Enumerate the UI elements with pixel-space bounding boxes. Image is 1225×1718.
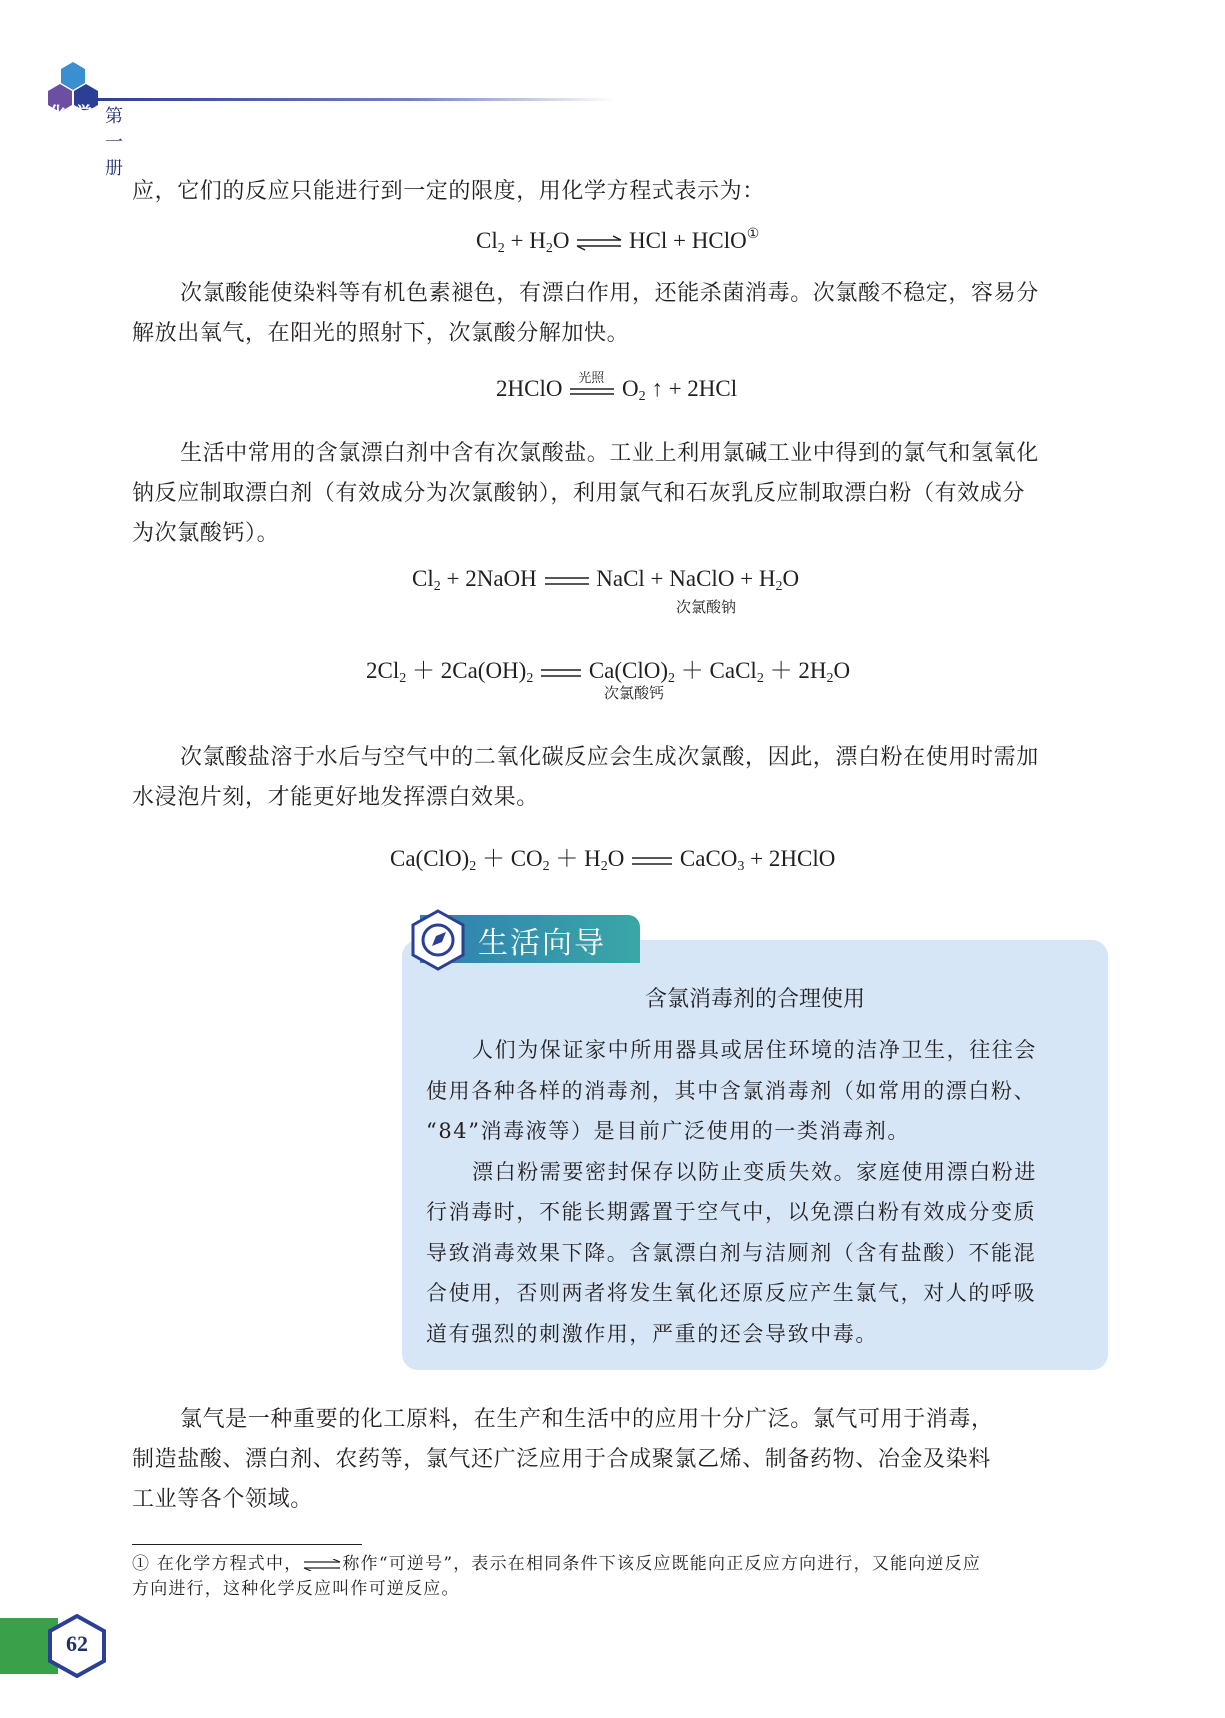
paragraph-text: 解放出氧气，在阳光的照射下，次氯酸分解加快。 bbox=[132, 321, 630, 346]
equation-reversible: $Cl_2 + H_2O$ HCl + HClO① bbox=[476, 227, 760, 256]
equation-left: 2HClO bbox=[496, 376, 563, 401]
paragraph-text: 次氯酸盐溶于水后与空气中的二氧化碳反应会生成次氯酸，因此，漂白粉在使用时需加 bbox=[180, 745, 1039, 770]
box-heading: 含氯消毒剂的合理使用 bbox=[644, 987, 865, 1012]
equals-arrow-icon bbox=[543, 574, 591, 588]
badge-char-1: 化 bbox=[49, 104, 66, 124]
box-line: “84”消毒液等）是目前广泛使用的一类消毒剂。 bbox=[426, 1119, 910, 1143]
paragraph-text: 生活中常用的含氯漂白剂中含有次氯酸盐。工业上利用氯碱工业中得到的氯气和氢氧化 bbox=[180, 441, 1039, 466]
badge-char-2: 学 bbox=[75, 104, 92, 124]
footnote-text: 称作“可逆号”，表示在相同条件下该反应既能向正反应方向进行，又能向逆反应 bbox=[342, 1554, 982, 1574]
footnote bbox=[132, 1552, 1112, 1602]
equation-caclo2: $2Cl_2 + 2Ca(OH)_2$ $Ca(ClO)_2$ ＋ CaCl$_2$ ＋ $2H_2O$ bbox=[366, 658, 851, 686]
footnote-mark: ① bbox=[132, 1554, 151, 1574]
box-line: 行消毒时，不能长期露置于空气中，以免漂白粉有效成分变质 bbox=[426, 1200, 1037, 1224]
footnote-ref: ① bbox=[746, 227, 760, 242]
box-line: 导致消毒效果下降。含氯漂白剂与洁厕剂（含有盐酸）不能混 bbox=[426, 1240, 1037, 1265]
equals-arrow-icon bbox=[568, 381, 616, 401]
equation-naclo: $Cl_2$ + 2NaOH NaCl + NaClO + $H_2O$ bbox=[412, 566, 800, 594]
equals-arrow-icon bbox=[630, 854, 674, 868]
reversible-arrow-icon bbox=[302, 1559, 342, 1571]
footnote-text: 在化学方程式中， bbox=[156, 1554, 303, 1574]
book-title: 第一册 bbox=[105, 106, 123, 179]
paragraph-text: 水浸泡片刻，才能更好地发挥漂白效果。 bbox=[132, 785, 539, 810]
box-line: 使用各种各样的消毒剂，其中含氯消毒剂（如常用的漂白粉、 bbox=[426, 1078, 1037, 1103]
compass-hexagon-icon bbox=[406, 908, 470, 972]
box-line: 漂白粉需要密封保存以防止变质失效。家庭使用漂白粉进 bbox=[472, 1159, 1037, 1184]
life-guide-title: 生活向导 bbox=[478, 926, 606, 961]
paragraph-text: 工业等各个领域。 bbox=[132, 1487, 313, 1512]
paragraph-bleach bbox=[132, 434, 1104, 554]
reversible-arrow-icon bbox=[575, 235, 623, 251]
paragraph-text: 次氯酸能使染料等有机色素褪色，有漂白作用，还能杀菌消毒。次氯酸不稳定，容易分 bbox=[180, 281, 1039, 306]
paragraph-text: 为次氯酸钙）。 bbox=[132, 521, 280, 546]
paragraph-text: 制造盐酸、漂白剂、农药等，氯气还广泛应用于合成聚氯乙烯、制备药物、冶金及染料 bbox=[132, 1447, 991, 1472]
paragraph-usage bbox=[132, 738, 1104, 818]
paragraph-applications bbox=[132, 1400, 1104, 1520]
footnote-text: 方向进行，这种化学反应叫作可逆反应。 bbox=[132, 1579, 460, 1599]
page-number: 62 bbox=[66, 1631, 88, 1656]
box-line: 人们为保证家中所用器具或居住环境的洁净卫生，往往会 bbox=[472, 1038, 1037, 1062]
box-line: 合使用，否则两者将发生氧化还原反应产生氯气，对人的呼吸 bbox=[426, 1281, 1037, 1305]
paragraph-text: 钠反应制取漂白剂（有效成分为次氯酸钠），利用氯气和石灰乳反应制取漂白粉（有效成分 bbox=[132, 481, 1026, 506]
equals-arrow-icon bbox=[539, 666, 583, 680]
naclo-label: 次氯酸钠 bbox=[676, 598, 737, 616]
paragraph-text: 应，它们的反应只能进行到一定的限度，用化学方程式表示为： bbox=[132, 179, 765, 204]
box-paragraph-1 bbox=[426, 1030, 1088, 1354]
header-rule bbox=[96, 98, 616, 101]
paragraph-intro bbox=[132, 172, 1104, 212]
footnote-rule bbox=[132, 1544, 362, 1545]
caclo2-label: 次氯酸钙 bbox=[604, 684, 665, 702]
paragraph-hclo bbox=[132, 274, 1104, 354]
box-line: 道有强烈的刺激作用，严重的还会导致中毒。 bbox=[426, 1321, 878, 1346]
equation-caco3: $Ca(ClO)_2 + CO_2 + H_2O$ CaCO$_3$ + 2HClO bbox=[390, 846, 836, 874]
condition-label: 光照 bbox=[578, 370, 605, 386]
paragraph-text: 氯气是一种重要的化工原料，在生产和生活中的应用十分广泛。氯气可用于消毒， bbox=[180, 1407, 994, 1432]
equation-decomposition: 2HClO 光照 $O_2$ ↑ + 2HCl bbox=[496, 376, 737, 405]
equation-right: HCl + HClO bbox=[628, 228, 747, 253]
